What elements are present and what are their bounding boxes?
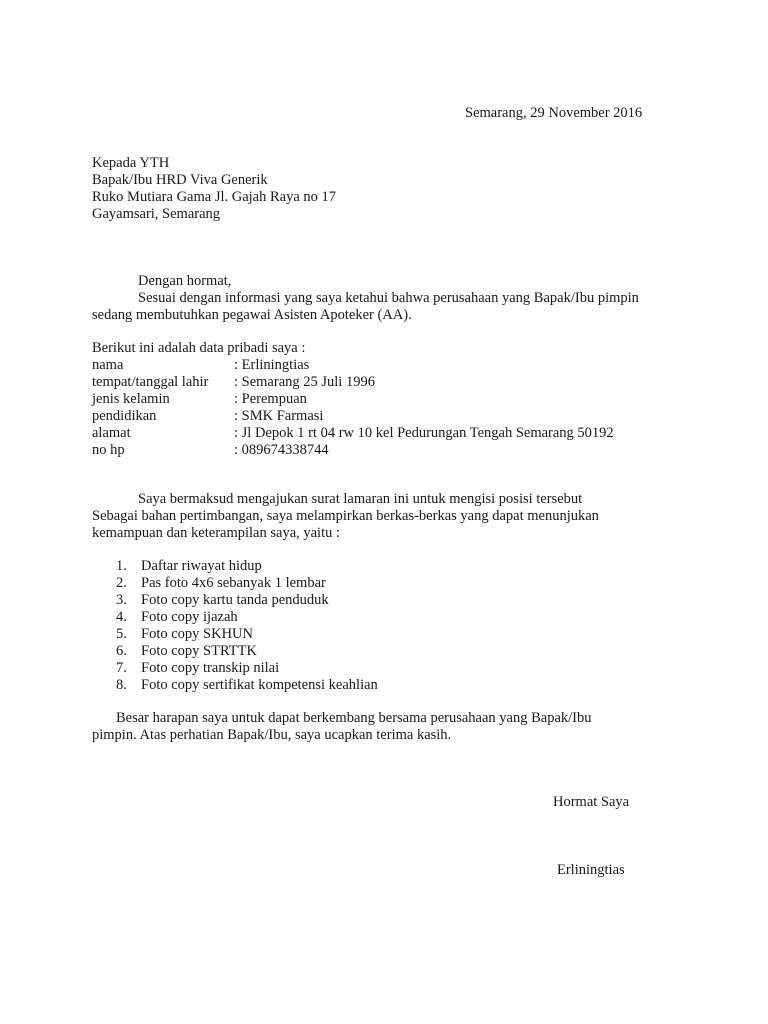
list-number: 6. — [116, 643, 127, 659]
closing-paragraph-line: pimpin. Atas perhatian Bapak/Ibu, saya ucapkan terima kasih. — [92, 727, 452, 743]
field-label: alamat — [92, 425, 131, 441]
field-value: : Semarang 25 Juli 1996 — [234, 374, 375, 390]
list-text: Foto copy ijazah — [141, 609, 238, 625]
list-text: Daftar riwayat hidup — [141, 558, 262, 574]
recipient-line: Kepada YTH — [92, 155, 170, 171]
list-text: Foto copy STRTTK — [141, 643, 257, 659]
field-value: : SMK Farmasi — [234, 408, 324, 424]
list-text: Pas foto 4x6 sebanyak 1 lembar — [141, 575, 326, 591]
list-number: 2. — [116, 575, 127, 591]
place-date: Semarang, 29 November 2016 — [465, 105, 643, 121]
field-value: : 089674338744 — [234, 442, 329, 458]
intent-paragraph-line: kemampuan dan keterampilan saya, yaitu : — [92, 525, 341, 541]
opening-paragraph-line: Sesuai dengan informasi yang saya ketahui bahwa perusahaan yang Bapak/Ibu pimpin — [138, 290, 639, 306]
attachment-list — [116, 558, 378, 694]
field-value: : Erliningtias — [234, 357, 310, 373]
personal-data-row — [92, 374, 614, 391]
field-label: no hp — [92, 442, 125, 458]
list-text: Foto copy transkip nilai — [141, 660, 280, 676]
personal-data-row — [92, 425, 614, 442]
recipient-line: Ruko Mutiara Gama Jl. Gajah Raya no 17 — [92, 189, 337, 205]
list-number: 8. — [116, 677, 127, 693]
field-label: pendidikan — [92, 408, 157, 424]
personal-data-row — [92, 357, 614, 374]
list-item — [116, 609, 378, 626]
list-number: 5. — [116, 626, 127, 642]
list-item — [116, 592, 378, 609]
field-label: tempat/tanggal lahir — [92, 374, 209, 390]
list-text: Foto copy kartu tanda penduduk — [141, 592, 329, 608]
personal-data-row — [92, 408, 614, 425]
intent-paragraph-line: Sebagai bahan pertimbangan, saya melampirkan berkas-berkas yang dapat menunjukan — [92, 508, 599, 524]
list-item — [116, 643, 378, 660]
opening-paragraph-line: sedang membutuhkan pegawai Asisten Apoteker (AA). — [92, 307, 412, 323]
field-value: : Perempuan — [234, 391, 307, 407]
sign-off: Hormat Saya — [553, 794, 630, 810]
list-number: 4. — [116, 609, 127, 625]
list-text: Foto copy sertifikat kompetensi keahlian — [141, 677, 378, 693]
personal-data-intro: Berikut ini adalah data pribadi saya : — [92, 340, 306, 356]
field-value: : Jl Depok 1 rt 04 rw 10 kel Pedurungan Tengah Semarang 50192 — [234, 425, 614, 441]
greeting: Dengan hormat, — [138, 273, 232, 289]
list-text: Foto copy SKHUN — [141, 626, 253, 642]
list-item — [116, 575, 378, 592]
personal-data-row — [92, 442, 614, 459]
list-item — [116, 626, 378, 643]
list-number: 3. — [116, 592, 127, 608]
field-label: nama — [92, 357, 124, 373]
list-number: 1. — [116, 558, 127, 574]
field-label: jenis kelamin — [92, 391, 170, 407]
recipient-line: Gayamsari, Semarang — [92, 206, 221, 222]
signature-name: Erliningtias — [557, 862, 625, 878]
recipient-block — [92, 155, 336, 223]
intent-paragraph-line: Saya bermaksud mengajukan surat lamaran ini untuk mengisi posisi tersebut — [138, 491, 583, 507]
recipient-line: Bapak/Ibu HRD Viva Generik — [92, 172, 268, 188]
list-item — [116, 677, 378, 694]
personal-data-row — [92, 391, 614, 408]
personal-data-table — [92, 357, 614, 459]
list-number: 7. — [116, 660, 127, 676]
list-item — [116, 558, 378, 575]
list-item — [116, 660, 378, 677]
closing-paragraph-line: Besar harapan saya untuk dapat berkembang bersama perusahaan yang Bapak/Ibu — [116, 710, 592, 726]
